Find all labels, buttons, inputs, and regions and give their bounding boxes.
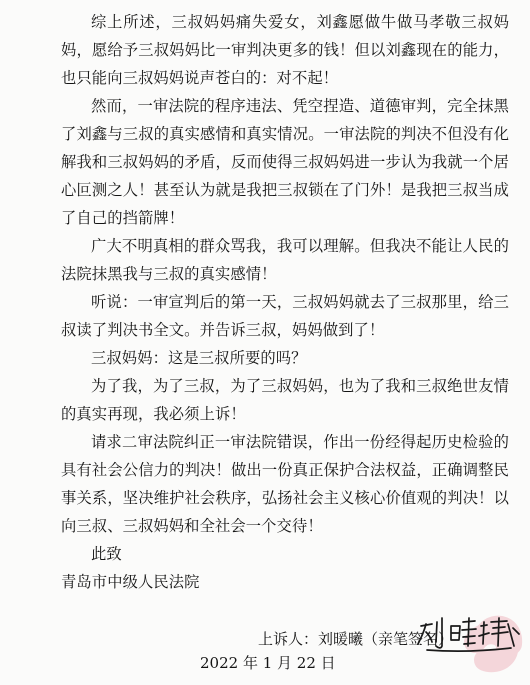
paragraph-2: 然而，一审法院的程序违法、凭空捏造、道德审判，完全抹黑了刘鑫与三叔的真实感情和真实情况。一审法院的判决不但没有化解我和三叔妈妈的矛盾，反而使得三叔妈妈进一步认为我就一个居心叵测之人！甚至认为就是我把三叔锁在了门外！是我把三叔当成了自己的挡箭牌！ [61, 97, 509, 227]
paragraph-7: 请求二审法院纠正一审法院错误，作出一份经得起历史检验的具有社会公信力的判决！做出一份真正保护合法权益，正确调整民事关系，坚决维护社会秩序，弘扬社会主义核心价值观的判决！以向三叔、三叔妈妈和全社会一个交待！ [61, 433, 509, 535]
closing-salutation: 此致 [91, 545, 122, 563]
recipient-court: 青岛市中级人民法院 [61, 573, 200, 591]
date-line [200, 652, 336, 674]
paragraph-4: 听说：一审宣判后的第一天，三叔妈妈就去了三叔那里，给三叔读了判决书全文。并告诉三叔，妈妈做到了！ [61, 293, 509, 339]
paragraph-1: 综上所述，三叔妈妈痛失爱女，刘鑫愿做牛做马孝敬三叔妈妈，愿给予三叔妈妈比一审判决更多的钱！但以刘鑫现在的能力，也只能向三叔妈妈说声苍白的：对不起！ [61, 13, 509, 87]
paragraph-3: 广大不明真相的群众骂我，我可以理解。但我决不能让人民的法院抹黑我与三叔的真实感情！ [61, 237, 509, 283]
handwritten-signature [415, 604, 525, 674]
date-text: 2022 年 1 月 22 日 [200, 654, 336, 672]
paragraph-6: 为了我，为了三叔，为了三叔妈妈，也为了我和三叔绝世友情的真实再现，我必须上诉！ [61, 377, 509, 423]
paragraph-5: 三叔妈妈：这是三叔所要的吗？ [91, 349, 307, 367]
signature-label-text: 上诉人：刘暖曦（亲笔签名） [258, 630, 454, 648]
letter-body [61, 8, 509, 596]
